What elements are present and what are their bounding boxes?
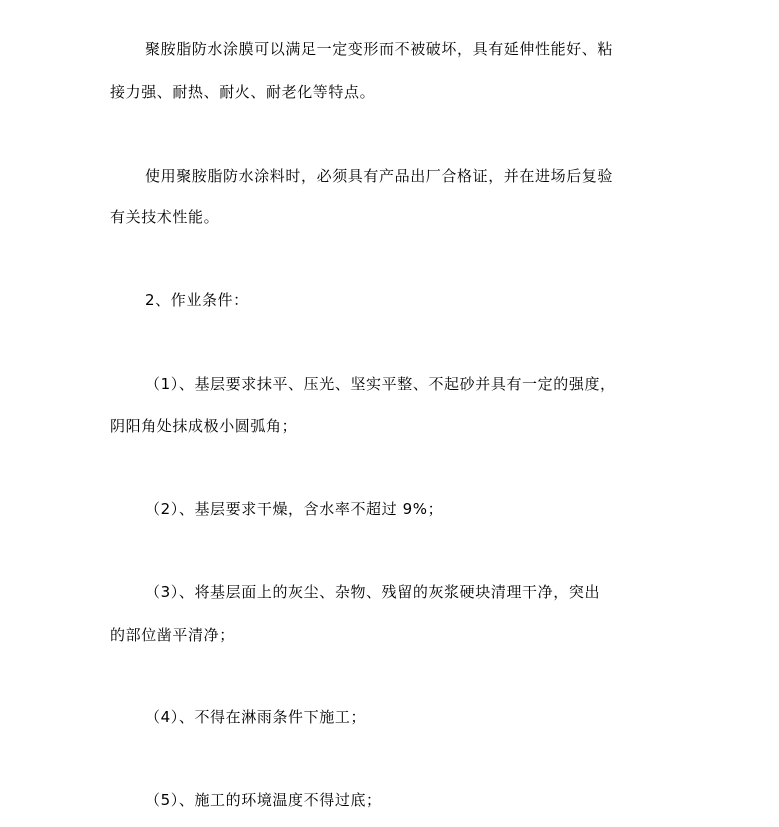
- paragraph-2-line-2: 有关技术性能。: [110, 208, 220, 226]
- paragraph-2-line-1: 使用聚胺脂防水涂料时，必须具有产品出厂合格证，并在进场后复验: [145, 167, 614, 185]
- condition-1-line-1: （1）、基层要求抹平、压光、坚实平整、不起砂并具有一定的强度，: [145, 375, 616, 393]
- condition-4: （4）、不得在淋雨条件下施工；: [145, 708, 367, 726]
- section-heading-work-conditions: 2、作业条件：: [145, 291, 249, 309]
- paragraph-1-line-1: 聚胺脂防水涂膜可以满足一定变形而不被破坏，具有延伸性能好、粘: [145, 40, 614, 58]
- condition-3-line-1: （3）、将基层面上的灰尘、杂物、残留的灰浆硬块清理干净，突出: [145, 583, 601, 601]
- condition-5: （5）、施工的环境温度不得过底；: [145, 791, 382, 809]
- condition-3-line-2: 的部位凿平清净；: [110, 626, 235, 644]
- condition-1-line-2: 阴阳角处抹成极小圆弧角；: [110, 417, 298, 435]
- condition-2: （2）、基层要求干燥，含水率不超过 9%；: [145, 500, 444, 518]
- paragraph-1-line-2: 接力强、耐热、耐火、耐老化等特点。: [110, 83, 376, 101]
